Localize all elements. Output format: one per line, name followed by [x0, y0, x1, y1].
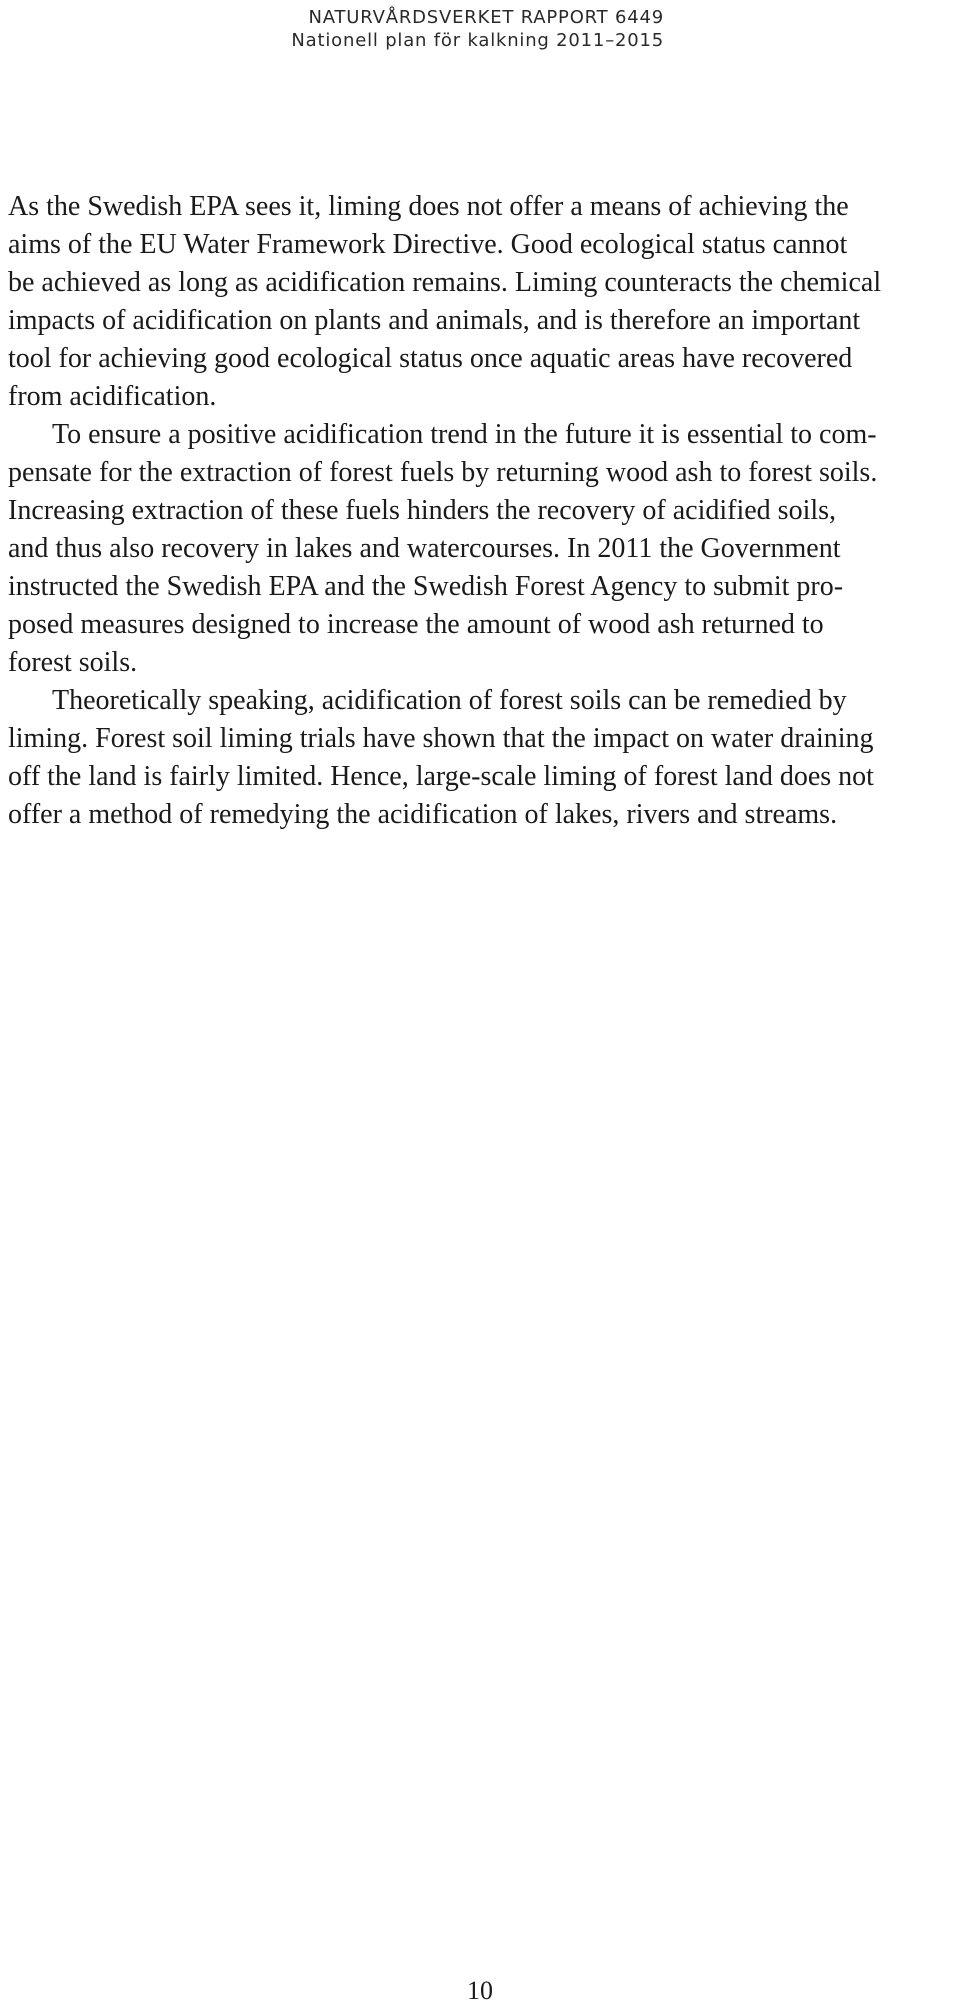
paragraph-1 — [8, 188, 948, 416]
text-line: be achieved as long as acidification remains. Liming counteracts the chemical — [8, 267, 882, 298]
text-line: As the Swedish EPA sees it, liming does not offer a means of achieving the — [8, 191, 849, 222]
text-line: Increasing extraction of these fuels hinders the recovery of acidified soils, — [8, 495, 837, 526]
text-line: forest soils. — [8, 647, 138, 678]
report-series-title: NATURVÅRDSVERKET RAPPORT 6449 — [308, 7, 664, 28]
text-line: Theoretically speaking, acidification of forest soils can be remedied by — [52, 685, 847, 716]
text-line: off the land is fairly limited. Hence, large-scale liming of forest land does not — [8, 761, 874, 792]
text-line: aims of the EU Water Framework Directive. Good ecological status cannot — [8, 229, 848, 260]
paragraph-3 — [8, 682, 948, 834]
paragraph-2 — [8, 416, 948, 682]
text-line: impacts of acidification on plants and animals, and is therefore an important — [8, 305, 861, 336]
body-text — [8, 188, 948, 834]
running-header — [291, 6, 664, 52]
page-number: 10 — [467, 1976, 493, 2005]
text-line: instructed the Swedish EPA and the Swedish Forest Agency to submit pro- — [8, 571, 844, 602]
text-line: To ensure a positive acidification trend in the future it is essential to com- — [52, 419, 877, 450]
text-line: posed measures designed to increase the amount of wood ash returned to — [8, 609, 824, 640]
text-line: tool for achieving good ecological status once aquatic areas have recovered — [8, 343, 853, 374]
report-subtitle: Nationell plan för kalkning 2011–2015 — [291, 30, 664, 51]
text-line: pensate for the extraction of forest fuels by returning wood ash to forest soils. — [8, 457, 878, 488]
text-line: offer a method of remedying the acidification of lakes, rivers and streams. — [8, 799, 838, 830]
text-line: liming. Forest soil liming trials have shown that the impact on water draining — [8, 723, 874, 754]
text-line: from acidification. — [8, 381, 217, 412]
text-line: and thus also recovery in lakes and watercourses. In 2011 the Government — [8, 533, 841, 564]
